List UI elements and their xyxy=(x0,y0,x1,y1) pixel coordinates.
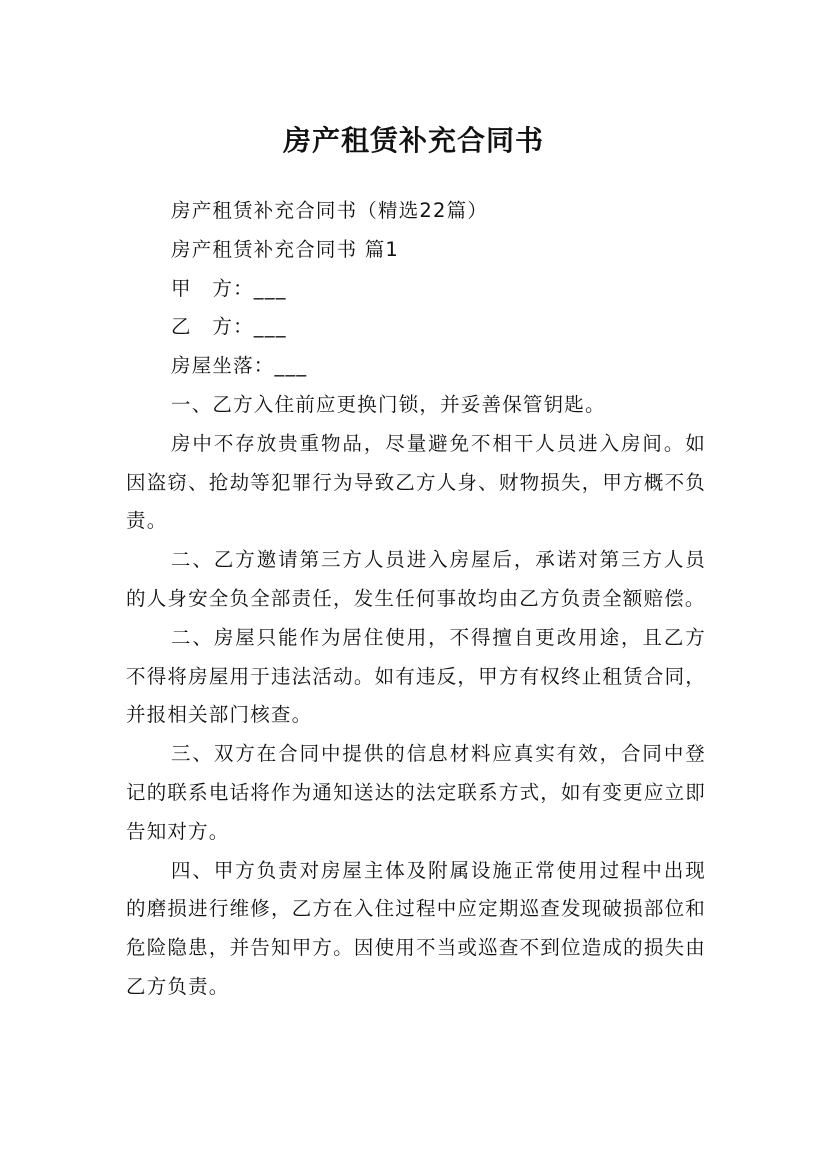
party-b-line: 乙 方：___ xyxy=(171,315,287,339)
section-heading: 房产租赁补充合同书 篇1 xyxy=(171,237,400,261)
clause-paragraph: 二、乙方邀请第三方人员进入房屋后，承诺对第三方人员的人身安全负全部责任，发生任何事故均由乙方负责全额赔偿。 xyxy=(126,548,706,610)
document-title: 房产租赁补充合同书 xyxy=(282,123,544,157)
document-body xyxy=(126,192,706,1007)
clause-paragraph: 二、房屋只能作为居住使用，不得擅自更改用途，且乙方不得将房屋用于违法活动。如有违反，甲方有权终止租赁合同，并报相关部门核查。 xyxy=(126,625,706,727)
property-location-line: 房屋坐落：___ xyxy=(171,354,308,378)
clause-paragraph: 房中不存放贵重物品，尽量避免不相干人员进入房间。如因盗窃、抢劫等犯罪行为导致乙方人身、财物损失，甲方概不负责。 xyxy=(126,431,706,533)
party-a-line: 甲 方：___ xyxy=(171,276,287,300)
clause-paragraph: 四、甲方负责对房屋主体及附属设施正常使用过程中出现的磨损进行维修，乙方在入住过程中应定期巡查发现破损部位和危险隐患，并告知甲方。因使用不当或巡查不到位造成的损失由乙方负责。 xyxy=(126,858,706,998)
clause-paragraph: 一、乙方入住前应更换门锁，并妥善保管钥匙。 xyxy=(171,392,606,416)
clause-paragraph: 三、双方在合同中提供的信息材料应真实有效，合同中登记的联系电话将作为通知送达的法定联系方式，如有变更应立即告知对方。 xyxy=(126,742,706,843)
subtitle-paragraph: 房产租赁补充合同书（精选22篇） xyxy=(171,199,489,222)
